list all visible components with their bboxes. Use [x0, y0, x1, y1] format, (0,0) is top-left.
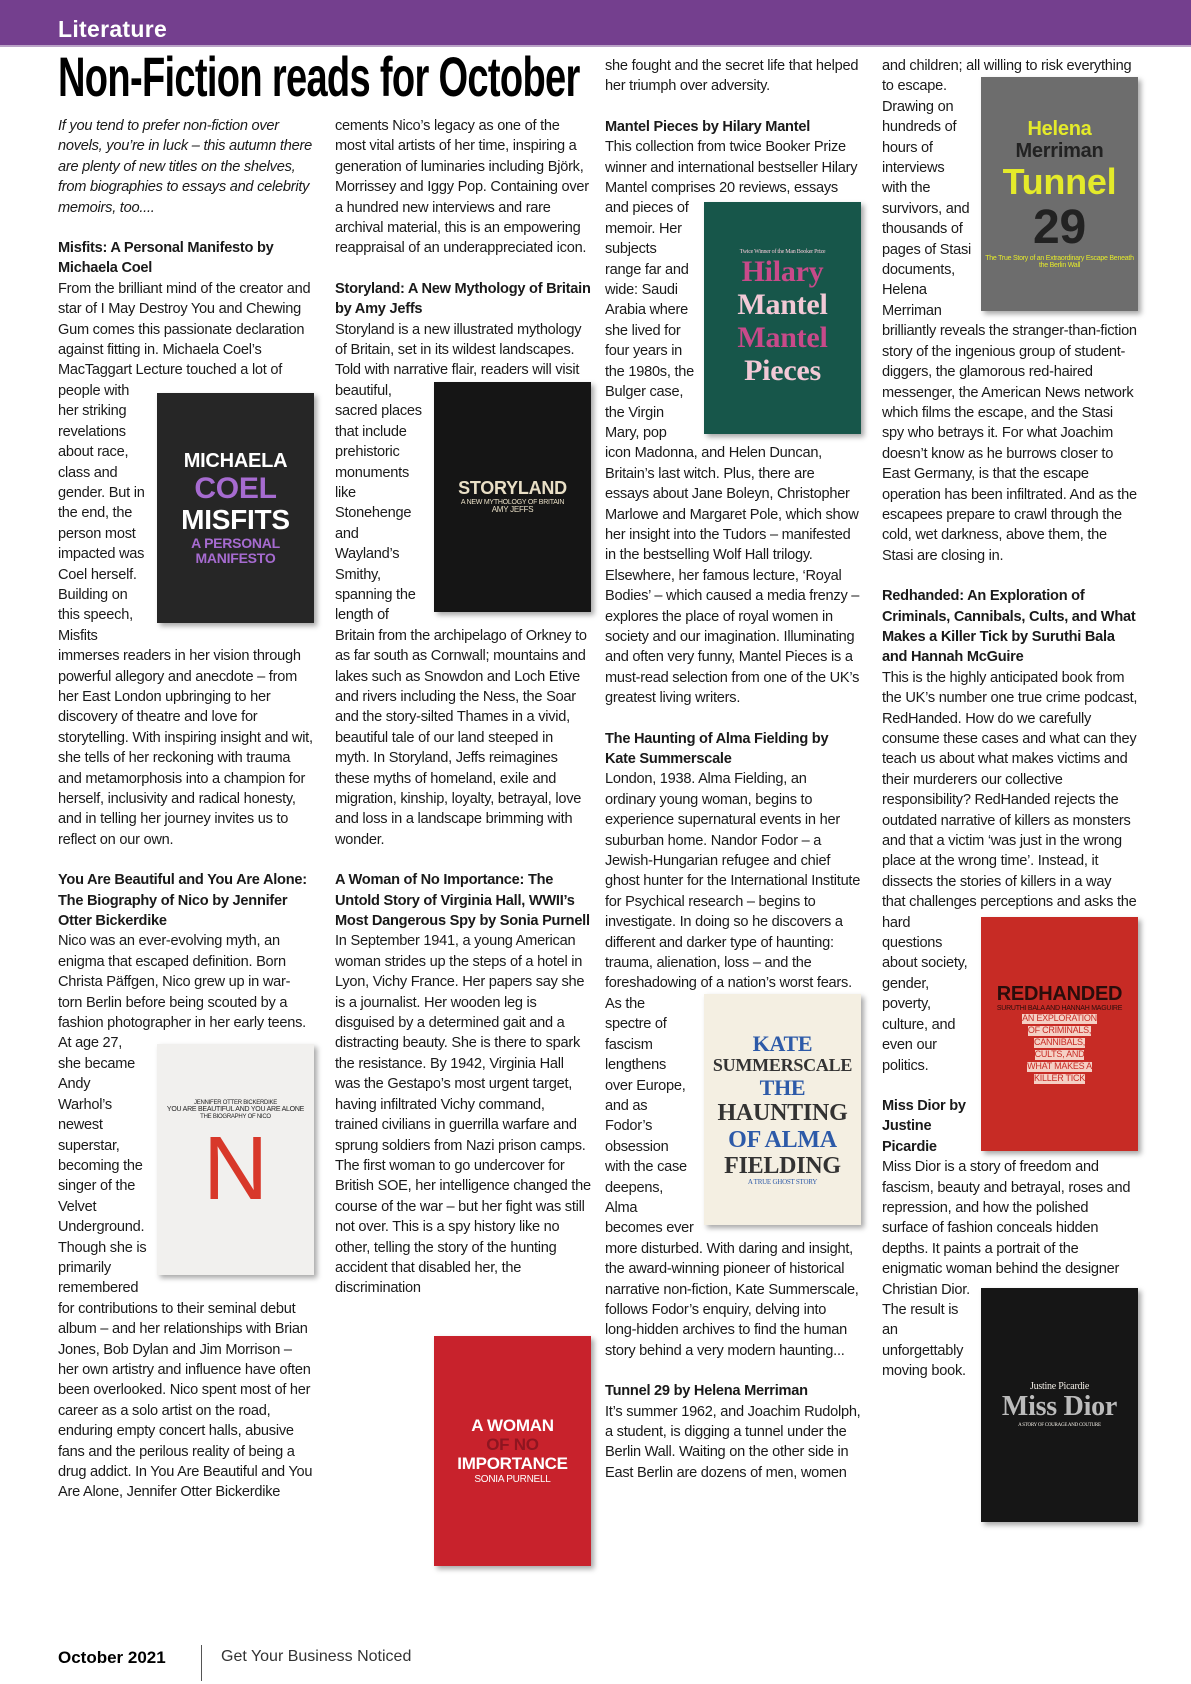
book-cover-redhanded	[981, 917, 1138, 1151]
body-paragraph: This collection from twice Booker Prize winner and international bestseller Hilary Mantel comprises 20 reviews, essays and pieces of memoir. Her subjects range far and wide: Saudi Arabia where she lived for four years in the 1980s, the Bulger case, the Virgin Mary, pop icon Madonna, and Helen Duncan, Britain’s last witch. Plus, there are essays about Jane Boleyn, Christopher Marlowe and Margaret Pole, which show her insight into the Tudors – manifested in the bestselling Wolf Hall trilogy. Elsewhere, her famous lecture, ‘Royal Bodies’ – which caused a media frenzy – explores the place of royal women in society and our imagination. Illuminating and often very funny, Mantel Pieces is a must-read selection from one of the UK’s greatest living writers.	[605, 139, 860, 707]
cover-text: A NEW MYTHOLOGY OF BRITAIN	[460, 498, 565, 506]
cover-text: Twice Winner of the Man Booker Prize	[739, 248, 826, 255]
body-paragraph: London, 1938. Alma Fielding, an ordinary young woman, begins to experience supernatural events in her suburban home. Nandor Fodor – a Jewish-Hungarian refugee and chief ghost hunter for the International Institute for Psychical research – begins to investigate. In doing so he discovers a different and darker type of haunting: trauma, alienation, loss – and the foreshadowing of a nation’s worst fears. As the spectre of fascism lengthens over Europe, and as Fodor’s obsession with the case deepens, Alma becomes ever more disturbed. With daring and insight, the award-winning pioneer of historical narrative non-fiction, Kate Summerscale, follows Fodor’s enquiry, delving into long-hidden archives to find the human story behind a very modern haunting...	[605, 771, 861, 1359]
book-cover-misfits	[157, 393, 314, 623]
body-paragraph: she fought and the secret life that helped her triumph over adversity.	[605, 58, 859, 95]
cover-text: SONIA PURNELL	[474, 1473, 551, 1485]
cover-text: FIELDING	[724, 1152, 841, 1179]
cover-text: Helena	[1027, 118, 1092, 141]
cover-text: SUMMERSCALE	[712, 1055, 853, 1076]
cover-text: CANNIBALS,	[1033, 1036, 1086, 1047]
cover-text: Mantel	[737, 321, 828, 355]
article-column-3	[605, 56, 861, 1483]
body-paragraph: Storyland is a new illustrated mythology of Britain, set in its wildest landscapes. Told with narrative flair, readers will visit beautiful, sacred places that include prehistoric monuments like Stonehenge and Wayland’s Smithy, spanning the length of Britain from the archipelago of Orkney to as far south as Cornwall; mountains and lakes such as Snowdon and Loch Etive and rivers including the Ness, the Soar and the story-silted Thames in a vivid, beautiful tale of our land steeped in myth. In Storyland, Jeffs reimagines these myths of homeland, exile and migration, kinship, loyalty, betrayal, love and loss in a landscape brimming with wonder.	[335, 321, 587, 848]
book-heading: Miss Dior by Justine Picardie	[882, 1097, 966, 1155]
cover-text: HAUNTING	[717, 1100, 848, 1127]
cover-text: CULTS, AND	[1034, 1048, 1085, 1059]
section-banner	[0, 0, 1191, 47]
body-paragraph: This is the highly anticipated book from the UK’s number one true crime podcast, RedHanded. How do we carefully consume these cases and what can they teach us about what makes victims and their murderers our collective responsibility? RedHanded rejects the outdated narrative of killers as monsters and that a victim ‘was just in the wrong place at the wrong time’. Instead, it dissects the stories of killers in a way that challenges perceptions and asks the hard questions about society, gender, poverty, culture, and even our politics.	[882, 669, 1138, 1074]
cover-text: YOU ARE BEAUTIFUL AND YOU ARE ALONE	[166, 1106, 305, 1114]
book-heading: Mantel Pieces by Hilary Mantel	[605, 118, 811, 135]
cover-text: IMPORTANCE	[457, 1453, 568, 1473]
book-heading: Misfits: A Personal Manifesto by Michaela Coel	[58, 240, 274, 277]
cover-text: WHAT MAKES A	[1027, 1060, 1092, 1071]
issue-date: October 2021	[58, 1648, 166, 1667]
cover-text: MISFITS	[181, 503, 290, 535]
cover-text: KILLER TICK	[1033, 1072, 1086, 1083]
book-cover-tunnel-29	[981, 77, 1138, 311]
book-cover-haunting-alma-fielding	[704, 994, 861, 1225]
body-paragraph: Miss Dior is a story of freedom and fascism, beauty and betrayal, roses and repression, and how the polished surface of fashion conceals hidden depths. It paints a portrait of the enigmatic woman behind the designer Christian Dior. The result is an unforgettably moving book.	[882, 1159, 1131, 1380]
body-paragraph: In September 1941, a young American woman strides up the steps of a hotel in Lyon, Vichy France. Her papers say she is a journalist. Her wooden leg is disguised by a determined gait and a distracting beauty. She is there to spark the resistance. By 1942, Virginia Hall was the Gestapo’s most urgent target, having infiltrated Vichy command, trained civilians in guerrilla warfare and sprung soldiers from Nazi prison camps. The first woman to go undercover for British SOE, her intelligence changed the course of the war – but her fight was still not over. This is a spy history like no other, telling the story of the hunting accident that disabled her, the discrimination	[335, 933, 591, 1297]
footer-tagline: Get Your Business Noticed	[221, 1648, 412, 1665]
book-cover-miss-dior	[981, 1288, 1138, 1522]
footer-divider	[201, 1645, 202, 1681]
cover-text: OF CRIMINALS,	[1027, 1025, 1092, 1036]
intro-paragraph: If you tend to prefer non-fiction over novels, you’re in luck – this autumn there are plenty of new titles on the shelves, from biographies to essays and celebrity memoirs, too....	[58, 118, 312, 216]
cover-text: THE	[759, 1074, 806, 1100]
cover-text: AN EXPLORATION	[1022, 1013, 1097, 1024]
cover-text: The True Story of an Extraordinary Escape Beneath the Berlin Wall	[985, 254, 1134, 270]
cover-text: Hilary	[741, 255, 824, 289]
cover-text: MICHAELA	[183, 449, 288, 472]
cover-text: OF ALMA	[728, 1126, 837, 1153]
section-label: Literature	[58, 16, 168, 42]
cover-text: Justine Picardie	[1029, 1381, 1090, 1393]
book-cover-mantel-pieces	[704, 202, 861, 434]
page-title: Non-Fiction reads for October	[58, 45, 580, 108]
cover-text: Mantel	[737, 288, 828, 322]
cover-text: THE BIOGRAPHY OF NICO	[200, 1113, 271, 1120]
book-cover-woman-of-no-importance	[434, 1336, 591, 1566]
cover-text: KATE	[752, 1030, 813, 1056]
cover-text: Tunnel	[1002, 161, 1117, 203]
article-column-1	[58, 116, 314, 1503]
cover-text: AMY JEFFS	[491, 505, 534, 515]
cover-text: A WOMAN	[471, 1416, 554, 1436]
book-heading: The Haunting of Alma Fielding by Kate Summerscale	[605, 730, 829, 767]
cover-text: COEL	[194, 471, 277, 505]
body-paragraph: From the brilliant mind of the creator and star of I May Destroy You and Chewing Gum comes this passionate declaration against fitting in. Michaela Coel’s MacTaggart Lecture touched a lot of people with her striking revelations about race, class and gender. But in the end, the person most impacted was Coel herself. Building on this speech, Misfits immerses readers in her vision through powerful allegory and anecdote – from her East London upbringing to her discovery of theatre and love for storytelling. With inspiring insight and wit, she tells of her reckoning with trauma and metamorphosis into a champion for herself, inclusivity and radical honesty, and in telling her journey invites us to reflect on our own.	[58, 280, 313, 848]
cover-text: Miss Dior	[1001, 1391, 1118, 1423]
cover-text: Pieces	[744, 354, 821, 388]
cover-text: REDHANDED	[996, 983, 1123, 1006]
cover-text: 29	[1033, 200, 1086, 254]
cover-text: A STORY OF COURAGE AND COUTURE	[1018, 1423, 1101, 1429]
cover-text: OF NO	[486, 1435, 539, 1455]
article-column-2	[335, 116, 591, 1570]
book-cover-storyland	[434, 382, 591, 612]
body-paragraph: and children; all willing to risk everything to escape. Drawing on hundreds of hours of interviews with the survivors, and thousands of pages of Stasi documents, Helena Merriman brilliantly reveals the stranger-than-fiction story of the ingenious group of student-diggers, the glamorous red-haired messenger, the American News network which films the escape, and the Stasi spy who betrays it. For what Joachim doesn’t know as he burrows closer to East Germany, is that the escape operation has been infiltrated. And as the escapees prepare to crawl through the cold, wet darkness, above them, the Stasi are closing in.	[882, 58, 1137, 564]
cover-text: A PERSONAL MANIFESTO	[191, 534, 280, 566]
cover-text: SURUTHI BALA AND HANNAH MAGUIRE	[996, 1005, 1123, 1013]
book-heading: A Woman of No Importance: The Untold Story of Virginia Hall, WWII’s Most Dangerous Spy by Sonia Purnell	[335, 872, 590, 930]
cover-text: JENNIFER OTTER BICKERDIKE	[193, 1099, 278, 1106]
cover-text: N	[203, 1119, 268, 1220]
cover-text: STORYLAND	[458, 477, 567, 498]
article-column-4	[882, 56, 1138, 1526]
body-paragraph: Nico was an ever-evolving myth, an enigma that escaped definition. Born Christa Päffgen, Nico grew up in war-torn Berlin before being scouted by a fashion photographer in her early teens. At age 27, she became Andy Warhol’s newest superstar, becoming the singer of the Velvet Underground. Though she is primarily remembered for contributions to their seminal debut album – and her relationships with Brian Jones, Bob Dylan and Jim Morrison – her own artistry and influence have often been overlooked. Nico spent most of her career as a solo artist on the road, enduring empty concert halls, abusive fans and the perilous reality of being a drug addict. In You Are Beautiful and You Are Alone, Jennifer Otter Bickerdike	[58, 933, 313, 1501]
book-heading: Storyland: A New Mythology of Britain by Amy Jeffs	[335, 280, 591, 318]
book-cover-nico	[157, 1044, 314, 1275]
body-paragraph: cements Nico’s legacy as one of the most vital artists of her time, inspiring a generation of luminaries including Björk, Morrissey and Iggy Pop. Containing over a hundred new interviews and rare archival material, this is an empowering reappraisal of an underappreciated icon.	[335, 118, 589, 257]
book-heading: Tunnel 29 by Helena Merriman	[605, 1383, 808, 1400]
book-heading: Redhanded: An Exploration of Criminals, Cannibals, Cults, and What Makes a Killer Tick by Suruthi Bala and Hannah McGuire	[882, 588, 1136, 666]
body-paragraph: It’s summer 1962, and Joachim Rudolph, a student, is digging a tunnel under the Berlin Wall. Waiting on the other side in East Berlin are dozens of men, women	[605, 1403, 861, 1481]
cover-text: Merriman	[1015, 140, 1104, 163]
book-heading: You Are Beautiful and You Are Alone: The Biography of Nico by Jennifer Otter Bickerdike	[58, 872, 307, 930]
cover-text: A TRUE GHOST STORY	[747, 1178, 818, 1187]
